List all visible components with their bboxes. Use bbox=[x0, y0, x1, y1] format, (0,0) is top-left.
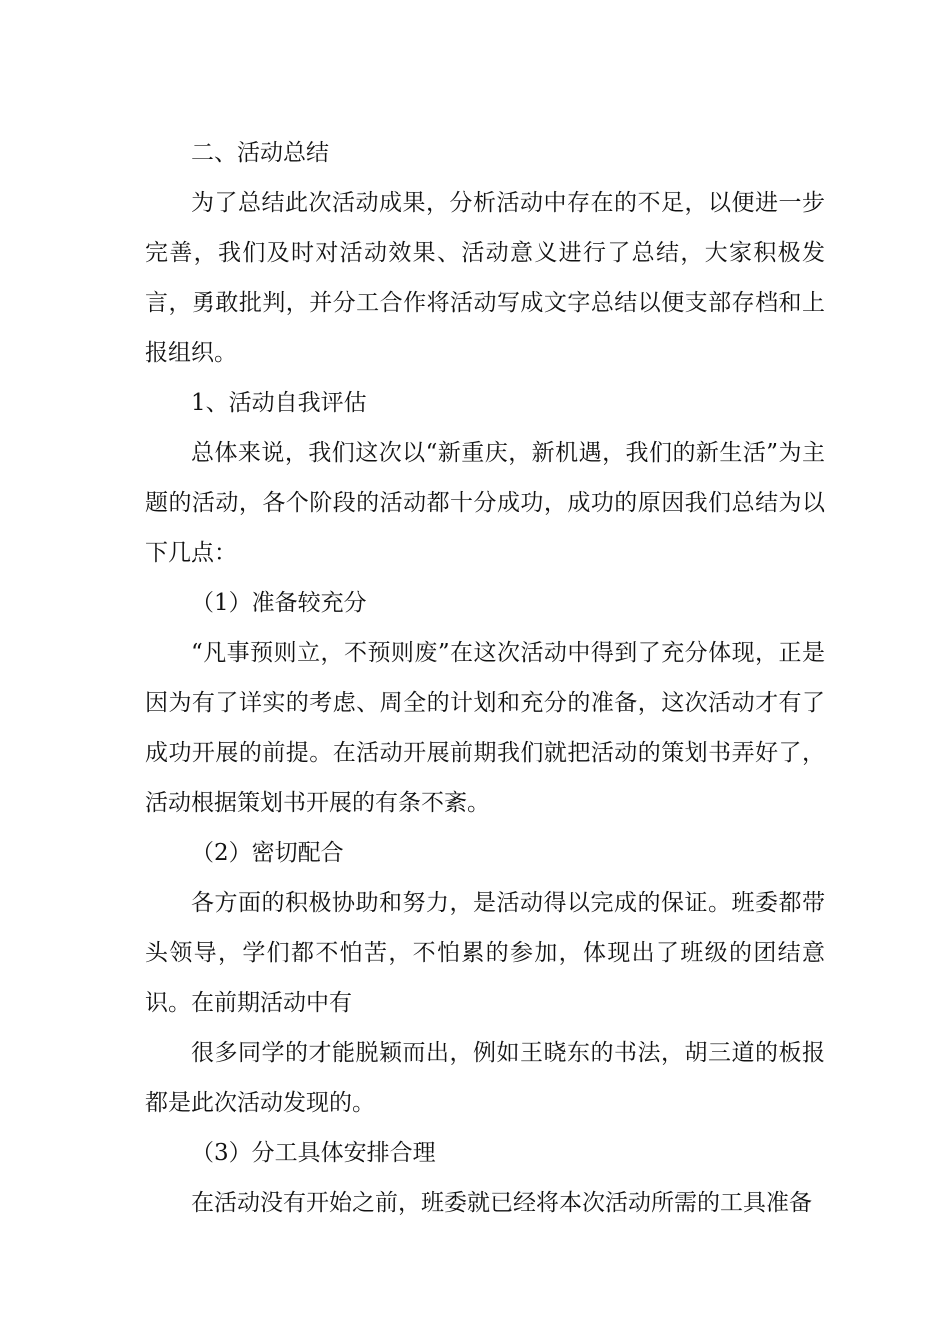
paragraph-preparation: “凡事预则立，不预则废”在这次活动中得到了充分体现，正是因为有了详实的考虑、周全的计划和充分的准备，这次活动才有了成功开展的前提。在活动开展前期我们就把活动的策划书弄好了，活动根据策划书开展的有条不紊。 bbox=[145, 640, 825, 816]
paragraph-talents: 很多同学的才能脱颖而出，例如王晓东的书法，胡三道的板报都是此次活动发现的。 bbox=[145, 1040, 825, 1116]
subheading-self-evaluation: 1、活动自我评估 bbox=[191, 390, 367, 416]
paragraph-overall: 总体来说，我们这次以“新重庆，新机遇，我们的新生活”为主题的活动，各个阶段的活动都十分成功，成功的原因我们总结为以下几点： bbox=[145, 440, 825, 566]
subheading-division-of-labor: （3）分工具体安排合理 bbox=[191, 1140, 436, 1166]
paragraph-cooperation: 各方面的积极协助和努力，是活动得以完成的保证。班委都带头领导，学们都不怕苦，不怕累的参加，体现出了班级的团结意识。在前期活动中有 bbox=[145, 890, 825, 1016]
subheading-preparation: （1）准备较充分 bbox=[191, 590, 367, 616]
section-heading-activity-summary: 二、活动总结 bbox=[191, 140, 329, 166]
paragraph-division-of-labor: 在活动没有开始之前，班委就已经将本次活动所需的工具准备 bbox=[191, 1190, 812, 1216]
paragraph-summary-intro: 为了总结此次活动成果，分析活动中存在的不足，以便进一步完善，我们及时对活动效果、活动意义进行了总结，大家积极发言，勇敢批判，并分工合作将活动写成文字总结以便支部存档和上报组织。 bbox=[145, 190, 825, 366]
subheading-cooperation: （2）密切配合 bbox=[191, 840, 344, 866]
document-body bbox=[145, 128, 825, 1228]
